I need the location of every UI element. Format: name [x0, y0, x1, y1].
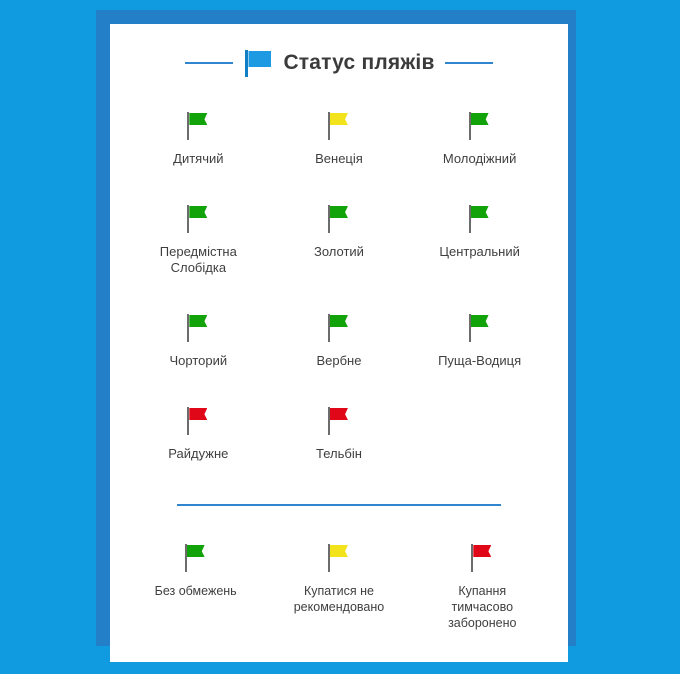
flag-cloth — [330, 315, 348, 327]
beach-name: Вербне — [316, 353, 362, 368]
flag-cloth — [330, 113, 348, 125]
flag-cloth — [471, 315, 489, 327]
flag-cloth — [471, 206, 489, 218]
flag-icon — [185, 314, 211, 342]
flag-cloth — [330, 545, 348, 557]
flag-cloth — [330, 408, 348, 420]
beach-name: Пуща-Водиця — [438, 353, 522, 368]
legend — [110, 516, 568, 631]
flag-cloth — [189, 315, 207, 327]
flag-icon — [467, 112, 493, 140]
flag-icon — [467, 205, 493, 233]
beach-name: Райдужне — [168, 446, 229, 461]
beach-item[interactable] — [269, 112, 410, 167]
beach-item[interactable] — [269, 205, 410, 276]
legend-item — [124, 544, 267, 631]
beach-item[interactable] — [128, 205, 269, 276]
beach-name: Центральний — [439, 244, 520, 259]
flag-icon — [243, 48, 273, 78]
flag-icon — [183, 544, 209, 572]
beach-item[interactable] — [128, 314, 269, 369]
beach-item[interactable] — [409, 112, 550, 167]
card-header — [110, 24, 568, 78]
flag-cloth — [330, 206, 348, 218]
flag-icon — [326, 205, 352, 233]
legend-divider-wrap — [110, 504, 568, 506]
page-title: Статус пляжів — [283, 51, 435, 74]
flag-icon — [185, 205, 211, 233]
beach-item[interactable] — [269, 407, 410, 462]
beach-name: Венеція — [315, 151, 363, 166]
flag-cloth — [187, 545, 205, 557]
beach-name: Тельбін — [316, 446, 362, 461]
beach-name: Молодіжний — [442, 151, 517, 166]
legend-divider — [177, 504, 501, 506]
legend-item — [411, 544, 554, 631]
header-rule-right — [445, 62, 493, 64]
flag-icon — [326, 314, 352, 342]
legend-item — [267, 544, 410, 631]
legend-label: Без обмежень — [154, 584, 237, 598]
legend-label: Купання тимчасово заборонено — [448, 584, 517, 630]
beach-item[interactable] — [409, 314, 550, 369]
flag-cloth — [471, 113, 489, 125]
flag-icon — [467, 314, 493, 342]
beach-item-empty — [409, 407, 550, 462]
beach-item[interactable] — [409, 205, 550, 276]
beach-name: Передмістна Слобідка — [159, 244, 237, 275]
beach-name: Чорторий — [169, 353, 228, 368]
flag-cloth — [189, 206, 207, 218]
flag-cloth — [473, 545, 491, 557]
flag-icon — [326, 112, 352, 140]
flag-icon — [326, 407, 352, 435]
header-rule-left — [185, 62, 233, 64]
flag-icon — [326, 544, 352, 572]
beach-name: Золотий — [313, 244, 364, 259]
flag-cloth — [189, 113, 207, 125]
flag-cloth — [189, 408, 207, 420]
flag-icon — [185, 407, 211, 435]
beach-list — [110, 78, 568, 500]
beach-item[interactable] — [128, 407, 269, 462]
beach-name: Дитячий — [173, 151, 224, 166]
flag-icon — [469, 544, 495, 572]
beach-item[interactable] — [128, 112, 269, 167]
beach-item[interactable] — [269, 314, 410, 369]
legend-label: Купатися не рекомендовано — [293, 584, 385, 614]
beach-status-card — [110, 24, 568, 662]
flag-icon — [185, 112, 211, 140]
